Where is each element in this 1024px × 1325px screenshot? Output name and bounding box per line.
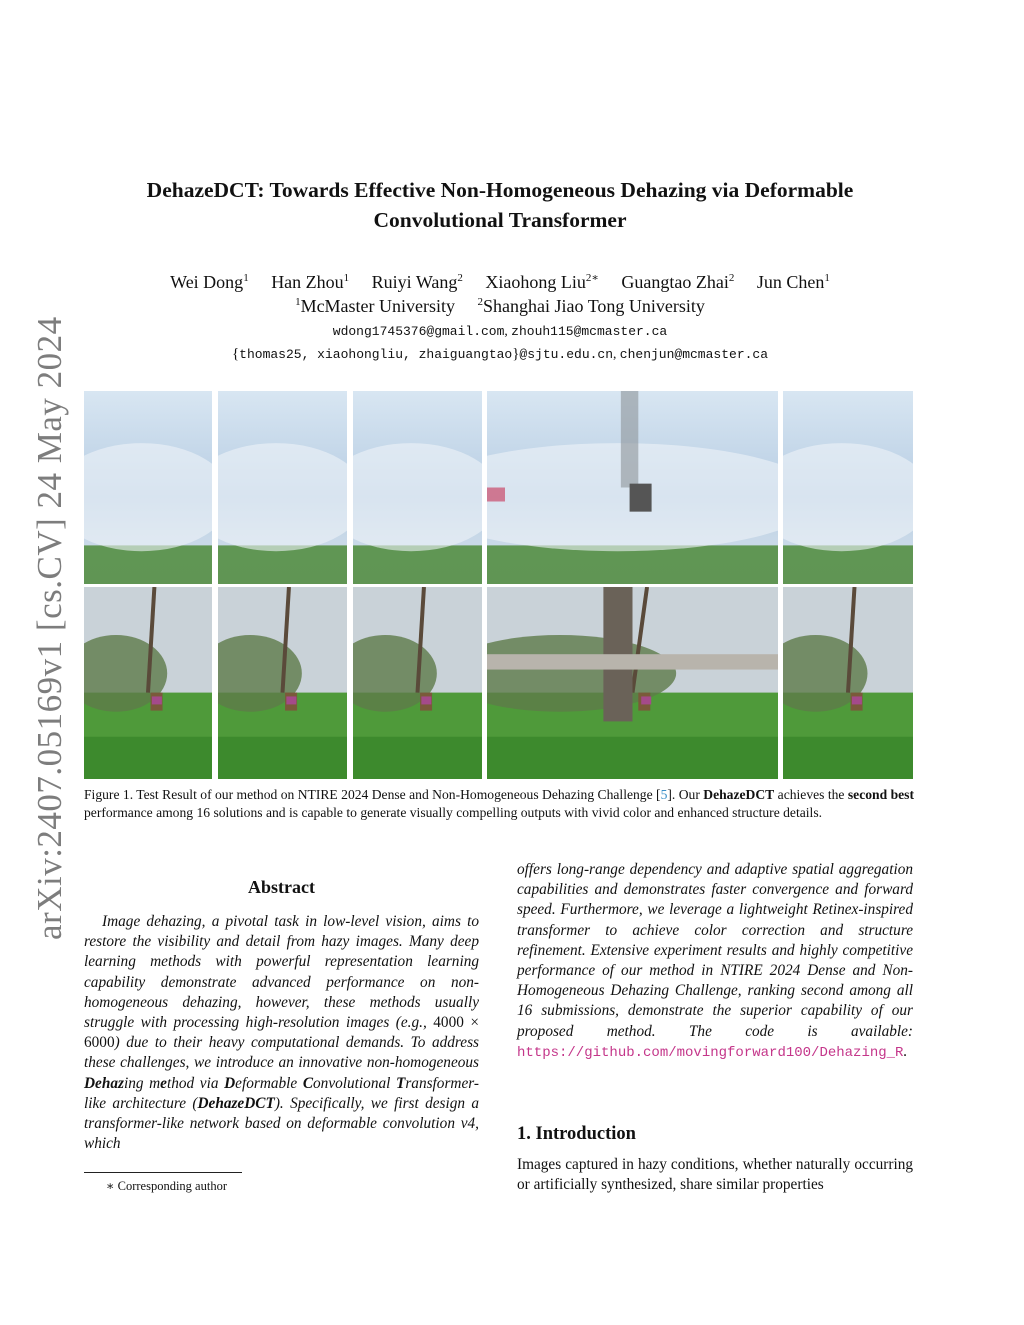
hazy-input-image	[218, 391, 347, 584]
author: Xiaohong Liu$^{2∗}$	[485, 272, 599, 292]
dehazed-output-image	[487, 587, 778, 779]
abstract-continued: offers long-range dependency and adaptive spatial aggregation capabilities and demonstrates faster convergence and forward speed. Furthermore, we leverage a lightweight Retinex-inspired transformer to achieve color correction and structure refinement. Extensive experiment results and highly competitive performance of our method in NTIRE 2024 Dense and Non-Homogeneous Dehazing Challenge, ranking second among all 16 submissions, demonstrate the superior capability of our proposed method. The code is available: https://github.com/movingforward100/Dehazing_R.	[517, 861, 913, 1061]
dehazed-output-image	[353, 587, 482, 779]
author: Guangtao Zhai$^2$	[621, 272, 735, 292]
hazy-input-image	[783, 391, 913, 584]
email[interactable]: zhouh115@mcmaster.ca	[511, 324, 668, 339]
affiliation: $^1$McMaster University	[295, 296, 456, 316]
email-group[interactable]: thomas25, xiaohongliu, zhaiguangtao	[239, 347, 513, 362]
arxiv-identifier: arXiv:2407.05169v1 [cs.CV] 24 May 2024	[30, 316, 69, 940]
hazy-input-image	[353, 391, 482, 584]
hazy-input-image	[487, 391, 778, 584]
abstract-heading: Abstract	[248, 877, 315, 897]
author: Han Zhou$^1$	[271, 272, 350, 292]
abstract-text: Image dehazing, a pivotal task in low-level vision, aims to restore the visibility and detail from hazy images. Many deep learning methods with powerful representation learning capability demonstrate advanced performance on non-homogeneous dehazing, however, these methods usually struggle with processing high-resolution images (e.g., 4000 × 6000) due to their heavy computational demands. To address these challenges, we introduce an innovative non-homogeneous Dehazing method via Deformable Convolutional Transformer-like architecture (DehazeDCT). Specifically, we first design a transformer-like network based on deformable convolution v4, which	[84, 913, 480, 1153]
author-list	[80, 270, 920, 294]
author: Jun Chen$^1$	[756, 272, 830, 292]
figure-caption: Figure 1. Test Result of our method on NTIRE 2024 Dense and Non-Homogeneous Dehazing Challenge [5]. Our DehazeDCT achieves the second best performance among 16 solutions and is capable to generate visually compelling outputs with vivid color and enhanced structure details.	[84, 787, 914, 820]
affiliation-list	[80, 294, 920, 318]
paper-title: DehazeDCT: Towards Effective Non-Homogeneous Dehazing via Deformable Convolutional Transformer	[146, 178, 854, 232]
hazy-input-image	[84, 391, 212, 584]
email[interactable]: chenjun@mcmaster.ca	[619, 347, 769, 362]
code-link[interactable]: https://github.com/movingforward100/Dehazing_R	[517, 1044, 904, 1061]
footnote: ∗ Corresponding author	[106, 1179, 227, 1193]
dehazed-output-image	[783, 587, 913, 779]
email-line-2: {thomas25, xiaohongliu, zhaiguangtao}@sjtu.edu.cn, chenjun@mcmaster.ca	[231, 346, 769, 362]
citation-link[interactable]: 5	[660, 787, 668, 802]
author: Ruiyi Wang$^2$	[371, 272, 463, 292]
introduction-text: Images captured in hazy conditions, whether naturally occurring or artificially synthesized, share similar properties	[517, 1156, 913, 1194]
footnote-rule	[84, 1172, 242, 1173]
email-domain: @sjtu.edu.cn	[519, 347, 614, 362]
email[interactable]: wdong1745376@gmail.com	[332, 324, 505, 339]
author: Wei Dong$^1$	[170, 272, 249, 292]
introduction-heading: 1. Introduction	[517, 1124, 636, 1144]
dehazed-output-image	[218, 587, 347, 779]
affiliation: $^2$Shanghai Jiao Tong University	[477, 296, 705, 316]
email-line-1: wdong1745376@gmail.com, zhouh115@mcmaster.ca	[332, 323, 668, 339]
dehazed-output-image	[84, 587, 212, 779]
